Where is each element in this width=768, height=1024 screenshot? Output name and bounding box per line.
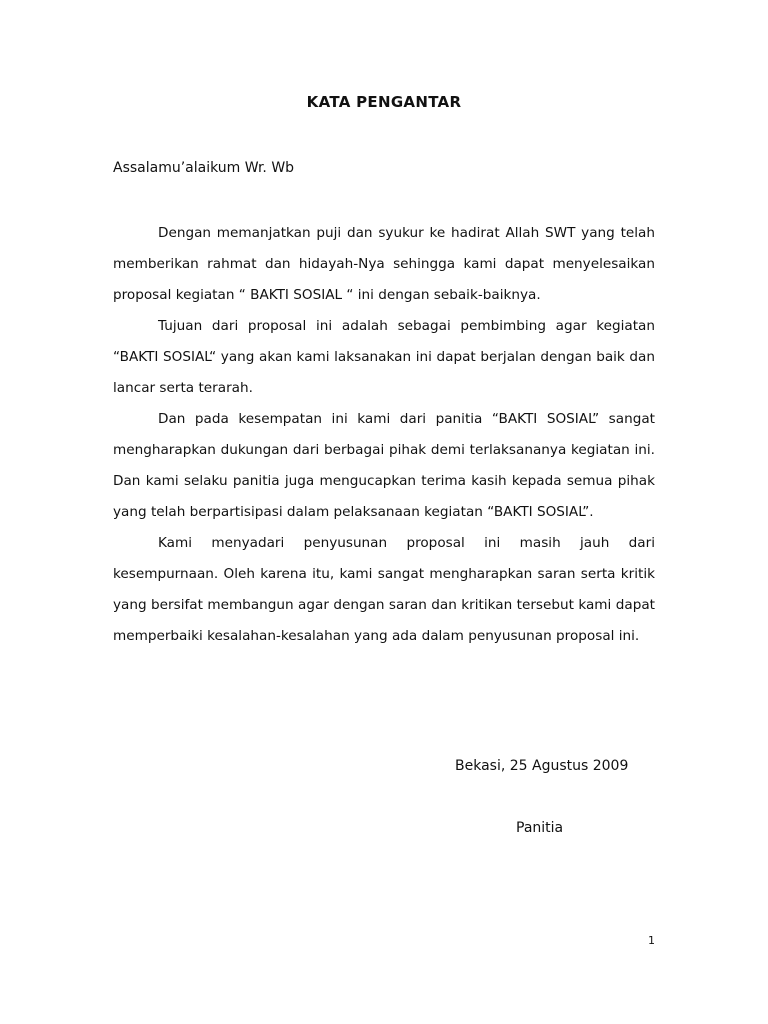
- body-text: [113, 218, 655, 652]
- greeting: Assalamu’alaikum Wr. Wb: [113, 160, 295, 176]
- page-number: 1: [648, 934, 655, 947]
- place-date: Bekasi, 25 Agustus 2009: [455, 758, 629, 774]
- document-title: KATA PENGANTAR: [306, 93, 462, 111]
- paragraph-4: Kami menyadari penyusunan proposal ini masih jauh dari kesempurnaan. Oleh karena itu, kami sangat mengharapkan saran serta kritik yang bersifat membangun agar dengan saran dan kritikan tersebut kami dapat memperbaiki kesalahan-kesalahan yang ada dalam penyusunan proposal ini.: [113, 535, 655, 644]
- paragraph-3: Dan pada kesempatan ini kami dari panitia “BAKTI SOSIAL” sangat mengharapkan dukungan dari berbagai pihak demi terlaksananya kegiatan ini. Dan kami selaku panitia juga mengucapkan terima kasih kepada semua pihak yang telah berpartisipasi dalam pelaksanaan kegiatan “BAKTI SOSIAL”.: [113, 411, 655, 520]
- paragraph-1: Dengan memanjatkan puji dan syukur ke hadirat Allah SWT yang telah memberikan rahmat dan hidayah-Nya sehingga kami dapat menyelesaikan proposal kegiatan “ BAKTI SOSIAL “ ini dengan sebaik-baiknya.: [113, 225, 655, 303]
- paragraph-2: Tujuan dari proposal ini adalah sebagai pembimbing agar kegiatan “BAKTI SOSIAL“ yang akan kami laksanakan ini dapat berjalan dengan baik dan lancar serta terarah.: [113, 318, 655, 396]
- signer: Panitia: [516, 820, 564, 836]
